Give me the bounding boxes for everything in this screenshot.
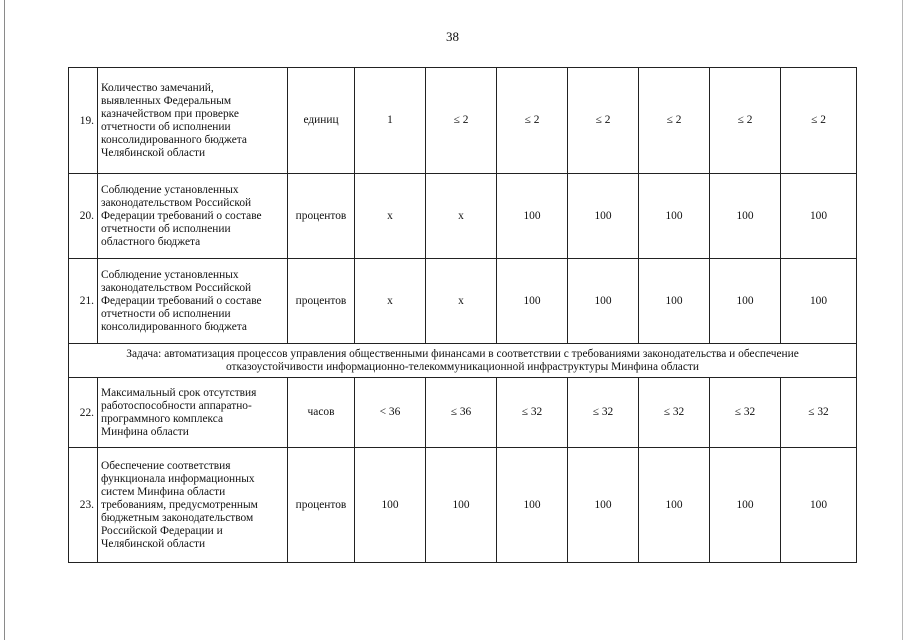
table-body [69,68,857,563]
value-cell: ≤ 32 [710,378,781,448]
indicator-name-line: требованиям, предусмотренным [101,498,258,511]
unit-cell: процентов [288,259,355,344]
value-cell: 100 [568,448,639,563]
value-cell: ≤ 32 [639,378,710,448]
value-cell: ≤ 2 [781,68,857,174]
value-cell: 100 [355,448,426,563]
value-cell: x [355,259,426,344]
value-cell: ≤ 32 [497,378,568,448]
value-cell: 100 [639,448,710,563]
indicator-name-line: Максимальный срок отсутствия [101,386,257,399]
row-number: 22. [69,378,98,448]
indicator-name [98,378,288,448]
unit-cell: процентов [288,448,355,563]
row-number: 21. [69,259,98,344]
indicator-name-line: областного бюджета [101,235,201,248]
task-row [69,344,857,378]
indicator-name [98,68,288,174]
unit-cell: единиц [288,68,355,174]
value-cell: ≤ 2 [426,68,497,174]
value-cell: ≤ 2 [568,68,639,174]
indicator-name-line: Челябинской области [101,146,206,159]
value-cell: 100 [781,259,857,344]
indicator-name-line: Челябинской области [101,537,206,550]
indicator-name-line: выявленных Федеральным [101,94,232,107]
task-line: отказоустойчивости информационно-телекоммуникационной инфраструктуры Минфина области [226,360,699,373]
page-number: 38 [446,29,459,44]
indicator-name-line: законодательством Российской [101,281,252,294]
value-cell: ≤ 2 [710,68,781,174]
task-line: Задача: автоматизация процессов управления общественными финансами в соответствии с требованиями законодательства и обеспечение [126,347,799,360]
value-cell: 100 [710,448,781,563]
value-cell: x [426,259,497,344]
value-cell: 100 [710,174,781,259]
indicator-name-line: программного комплекса [101,412,224,425]
value-cell: ≤ 32 [781,378,857,448]
row-number: 23. [69,448,98,563]
value-cell: 100 [568,259,639,344]
indicator-name-line: отчетности об исполнении [101,120,231,133]
indicator-name-line: функционала информационных [101,472,255,485]
value-cell: 100 [426,448,497,563]
table-row [69,68,857,174]
indicator-name-line: Федерации требований о составе [101,209,262,222]
table-row [69,259,857,344]
indicator-name-line: Обеспечение соответствия [101,459,231,472]
indicator-name [98,259,288,344]
indicator-name-line: Федерации требований о составе [101,294,262,307]
indicator-name-line: бюджетным законодательством [101,511,254,524]
value-cell: 1 [355,68,426,174]
indicator-name-line: Соблюдение установленных [101,183,239,196]
indicator-name-line: отчетности об исполнении [101,307,231,320]
indicator-name-line: казначейством при проверке [101,107,239,120]
indicator-name [98,448,288,563]
value-cell: 100 [497,174,568,259]
value-cell: x [355,174,426,259]
indicator-name-line: Минфина области [101,425,189,438]
indicator-name-line: Российской Федерации и [101,524,223,537]
indicator-name-line: консолидированного бюджета [101,133,247,146]
value-cell: x [426,174,497,259]
indicator-name-line: работоспособности аппаратно- [101,399,252,412]
table-row [69,174,857,259]
indicators-table [68,67,857,563]
row-number: 20. [69,174,98,259]
value-cell: 100 [781,448,857,563]
value-cell: 100 [497,259,568,344]
indicator-name [98,174,288,259]
table-row [69,378,857,448]
value-cell: ≤ 36 [426,378,497,448]
value-cell: 100 [639,174,710,259]
value-cell: 100 [497,448,568,563]
indicator-name-line: Соблюдение установленных [101,268,239,281]
page-edge-right [902,0,903,640]
task-cell [69,344,857,378]
row-number: 19. [69,68,98,174]
unit-cell: процентов [288,174,355,259]
indicator-name-line: консолидированного бюджета [101,320,247,333]
value-cell: 100 [639,259,710,344]
value-cell: 100 [568,174,639,259]
value-cell: 100 [710,259,781,344]
page-edge-left [4,0,5,640]
value-cell: ≤ 2 [497,68,568,174]
table-row [69,448,857,563]
unit-cell: часов [288,378,355,448]
value-cell: 100 [781,174,857,259]
indicator-name-line: законодательством Российской [101,196,252,209]
indicator-name-line: Количество замечаний, [101,81,214,94]
value-cell: ≤ 2 [639,68,710,174]
value-cell: ≤ 32 [568,378,639,448]
indicator-name-line: систем Минфина области [101,485,226,498]
value-cell: < 36 [355,378,426,448]
indicator-name-line: отчетности об исполнении [101,222,231,235]
